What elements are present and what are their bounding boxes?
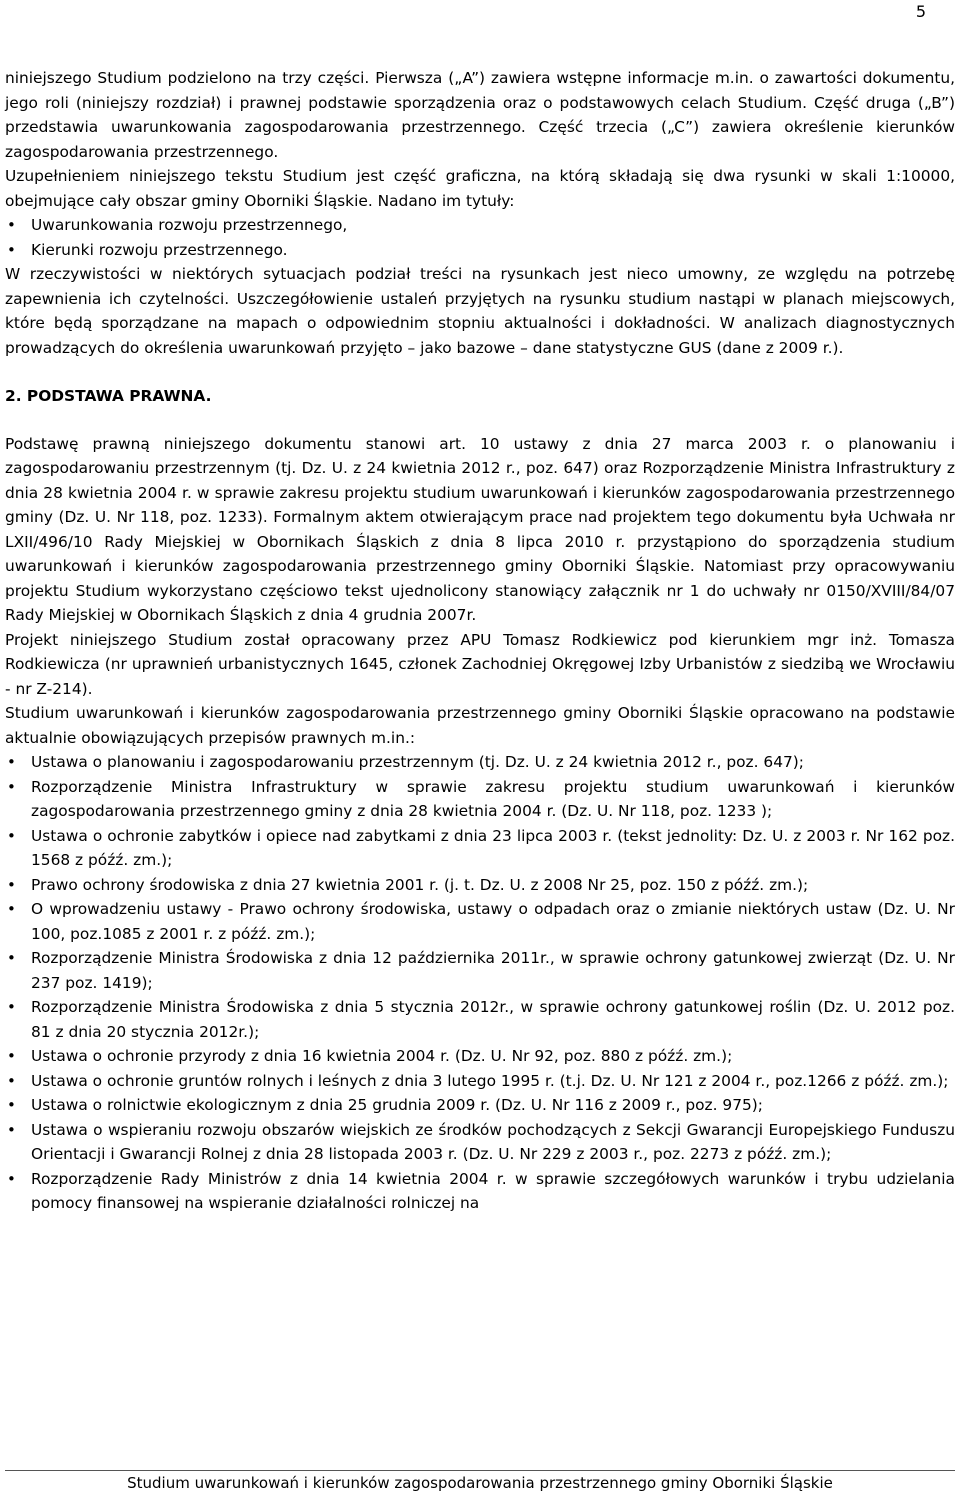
list-item: • Ustawa o ochronie zabytków i opiece nad zabytkami z dnia 23 lipca 2003 r. (tekst jednolity: Dz. U. z 2003 r. Nr 162 poz. 1568 z późź. zm.); — [5, 824, 955, 873]
list-item: • Ustawa o ochronie przyrody z dnia 16 kwietnia 2004 r. (Dz. U. Nr 92, poz. 880 z późź. zm.); — [5, 1044, 955, 1069]
list-item: • Rozporządzenie Ministra Infrastruktury w sprawie zakresu projektu studium uwarunkowań i kierunków zagospodarowania przestrzennego gminy z dnia 28 kwietnia 2004 r. (Dz. U. Nr 118, poz. 1233 ); — [5, 775, 955, 824]
drawing-titles-list — [5, 213, 955, 262]
regulations-intro-paragraph: Studium uwarunkowań i kierunków zagospodarowania przestrzennego gminy Oborniki Śląskie opracowano na podstawie aktualnie obowiązujących przepisów prawnych m.in.: — [5, 704, 955, 747]
document-body — [5, 66, 955, 1216]
list-item: • Ustawa o wspieraniu rozwoju obszarów wiejskich ze środków pochodzących z Sekcji Gwarancji Europejskiego Funduszu Orientacji i Gwarancji Rolnej z dnia 28 listopada 2003 r. (Dz. U. Nr 229 z 2003 r., poz. 2273 z późź. zm.); — [5, 1118, 955, 1167]
section-heading: 2. PODSTAWA PRAWNA. — [5, 387, 212, 405]
intro-paragraph-1: niniejszego Studium podzielono na trzy części. Pierwsza („A”) zawiera wstępne informacje m.in. o zawartości dokumentu, jego roli (niniejszy rozdział) i prawnej podstawie sporządzenia oraz o podstawowych celach Studium. Część druga („B”) przedstawia uwarunkowania zagospodarowania przestrzennego. Część trzecia („C”) zawiera określenie kierunków zagospodarowania przestrzennego. — [5, 69, 955, 161]
intro-paragraph-3: W rzeczywistości w niektórych sytuacjach podział treści na rysunkach jest nieco umowny, ze względu na potrzebę zapewnienia ich czytelności. Uszczegółowienie ustaleń przyjętych na rysunku studium nastąpi w planach miejscowych, które będą sporządzane na mapach o odpowiednim stopniu aktualności i dokładności. W analizach diagnostycznych prowadzących do określenia uwarunkowań przyjęto – jako bazowe – dane statystyczne GUS (dane z 2009 r.). — [5, 265, 955, 357]
regulations-list — [5, 750, 955, 1216]
list-item: • Rozporządzenie Ministra Środowiska z dnia 5 stycznia 2012r., w sprawie ochrony gatunkowej roślin (Dz. U. 2012 poz. 81 z dnia 20 stycznia 2012r.); — [5, 995, 955, 1044]
page-footer: Studium uwarunkowań i kierunków zagospodarowania przestrzennego gminy Oborniki Śląskie — [127, 1474, 833, 1492]
footer-divider — [5, 1470, 955, 1471]
author-paragraph: Projekt niniejszego Studium został opracowany przez APU Tomasz Rodkiewicz pod kierunkiem mgr inż. Tomasza Rodkiewicza (nr uprawnień urbanistycznych 1645, członek Zachodniej Okręgowej Izby Urbanistów z siedzibą we Wrocławiu - nr Z-214). — [5, 630, 955, 698]
list-item: • Ustawa o planowaniu i zagospodarowaniu przestrzennym (tj. Dz. U. z 24 kwietnia 2012 r., poz. 647); — [5, 750, 955, 775]
list-item: • Uwarunkowania rozwoju przestrzennego, — [5, 213, 955, 238]
list-item: • Prawo ochrony środowiska z dnia 27 kwietnia 2001 r. (j. t. Dz. U. z 2008 Nr 25, poz. 150 z późź. zm.); — [5, 873, 955, 898]
list-item: • Rozporządzenie Rady Ministrów z dnia 14 kwietnia 2004 r. w sprawie szczegółowych warunków i trybu udzielania pomocy finansowej na wspieranie działalności rolniczej na — [5, 1167, 955, 1216]
list-item: • O wprowadzeniu ustawy - Prawo ochrony środowiska, ustawy o odpadach oraz o zmianie niektórych ustaw (Dz. U. Nr 100, poz.1085 z 2001 r. z późź. zm.); — [5, 897, 955, 946]
page-number: 5 — [915, 2, 926, 21]
list-item: • Ustawa o ochronie gruntów rolnych i leśnych z dnia 3 lutego 1995 r. (t.j. Dz. U. Nr 121 z 2004 r., poz.1266 z późź. zm.); — [5, 1069, 955, 1094]
intro-paragraph-2: Uzupełnieniem niniejszego tekstu Studium jest część graficzna, na którą składają się dwa rysunki w skali 1:10000, obejmujące cały obszar gminy Oborniki Śląskie. Nadano im tytuły: — [5, 167, 955, 210]
list-item: • Kierunki rozwoju przestrzennego. — [5, 238, 955, 263]
list-item: • Rozporządzenie Ministra Środowiska z dnia 12 października 2011r., w sprawie ochrony gatunkowej zwierząt (Dz. U. Nr 237 poz. 1419); — [5, 946, 955, 995]
list-item: • Ustawa o rolnictwie ekologicznym z dnia 25 grudnia 2009 r. (Dz. U. Nr 116 z 2009 r., poz. 975); — [5, 1093, 955, 1118]
legal-basis-paragraph: Podstawę prawną niniejszego dokumentu stanowi art. 10 ustawy z dnia 27 marca 2003 r. o planowaniu i zagospodarowaniu przestrzennym (tj. Dz. U. z 24 kwietnia 2012 r., poz. 647) oraz Rozporządzenie Ministra Infrastruktury z dnia 28 kwietnia 2004 r. w sprawie zakresu projektu studium uwarunkowań i kierunków zagospodarowania przestrzennego gminy (Dz. U. Nr 118, poz. 1233). Formalnym aktem otwierającym prace nad projektem tego dokumentu była Uchwała nr LXII/496/10 Rady Miejskiej w Obornikach Śląskich z dnia 8 lipca 2010 r. przystąpiono do sporządzenia studium uwarunkowań i kierunków zagospodarowania przestrzennego gminy Oborniki Śląskie. Natomiast przy opracowywaniu projektu Studium wykorzystano częściowo tekst ujednolicony stanowiący załącznik nr 1 do uchwały nr 0150/XVIII/84/07 Rady Miejskiej w Obornikach Śląskich z dnia 4 grudnia 2007r. — [5, 434, 955, 624]
